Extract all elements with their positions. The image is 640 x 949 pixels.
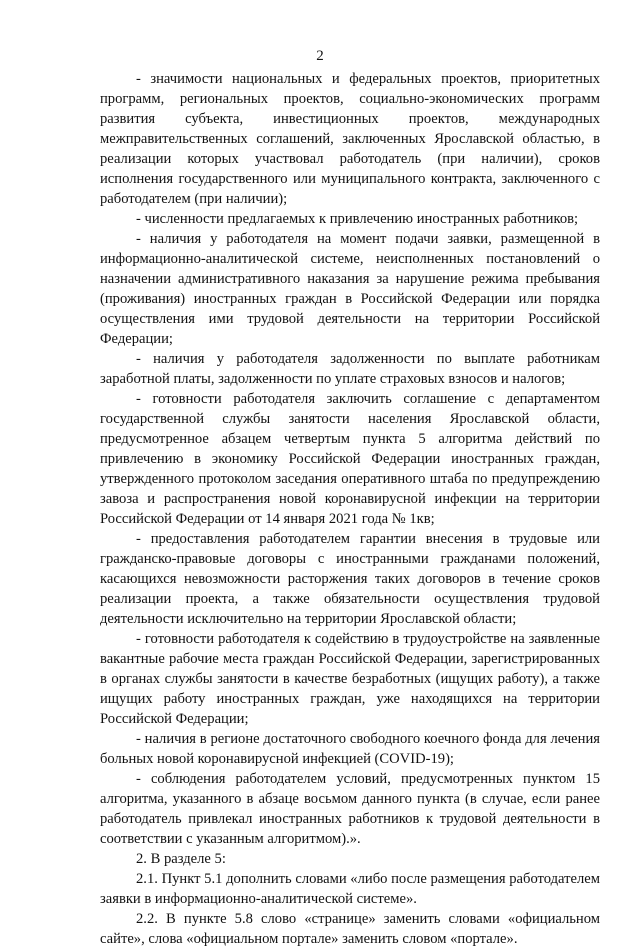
paragraph-contract-guarantees: - предоставления работодателем гарантии внесения в трудовые или гражданско-правовые договоры с иностранными гражданами положений, касающихся невозможности расторжения таких договоров в течение сроков реализации проекта, а также обязательности осуществления трудовой деятельности исключительно на территории Ярославской области; [100,531,600,627]
paragraph-number-of-workers: - численности предлагаемых к привлечению иностранных работников; [136,211,579,227]
paragraph-clause-2-1: 2.1. Пункт 5.1 дополнить словами «либо после размещения работодателем заявки в информационно-аналитической системе». [100,871,600,907]
paragraph-wage-arrears: - наличия у работодателя задолженности по выплате работникам заработной платы, задолженности по уплате страховых взносов и налогов; [100,351,600,387]
document-body [100,69,600,949]
paragraph-section-5: 2. В разделе 5: [136,851,226,867]
paragraph-clause-2-2: 2.2. В пункте 5.8 слово «странице» заменить словами «официальном сайте», слова «официальном портале» заменить словом «портале». [100,911,600,947]
paragraph-employment-assistance: - готовности работодателя к содействию в трудоустройстве на заявленные вакантные рабочие места граждан Российской Федерации, зарегистрированных в органах службы занятости в качестве безработных (ищущих работу), а также ищущих работу иностранных граждан, уже находящихся на территории Российской Федерации; [100,631,600,727]
page-number: 2 [316,48,324,64]
paragraph-hospital-beds: - наличия в регионе достаточного свободного коечного фонда для лечения больных новой коронавирусной инфекцией (COVID-19); [100,731,600,767]
paragraph-significance-of-projects: - значимости национальных и федеральных проектов, приоритетных программ, региональных проектов, социально-экономических программ развития субъекта, инвестиционных проектов, международных межправительственных соглашений, заключенных Ярославской областью, в реализации которых участвовал работодатель (при наличии), сроков исполнения государственного или муниципального контракта, заключенного с работодателем (при наличии); [100,71,600,207]
paragraph-employment-agreement: - готовности работодателя заключить соглашение с департаментом государственной службы занятости населения Ярославской области, предусмотренное абзацем четвертым пункта 5 алгоритма действий по привлечению в экономику Российской Федерации иностранных граждан, утвержденного протоколом заседания оперативного штаба по предупреждению завоза и распространения новой коронавирусной инфекции на территории Российской Федерации от 14 января 2021 года № 1кв; [100,391,600,527]
paragraph-algorithm-compliance: - соблюдения работодателем условий, предусмотренных пунктом 15 алгоритма, указанного в абзаце восьмом данного пункта (в случае, если ранее работодатель привлекал иностранных работников к трудовой деятельности в соответствии с указанным алгоритмом).». [100,771,600,847]
paragraph-administrative-penalties: - наличия у работодателя на момент подачи заявки, размещенной в информационно-аналитической системе, неисполненных постановлений о назначении административного наказания за нарушение режима пребывания (проживания) иностранных граждан в Российской Федерации или порядка осуществления ими трудовой деятельности на территории Российской Федерации; [100,231,600,347]
